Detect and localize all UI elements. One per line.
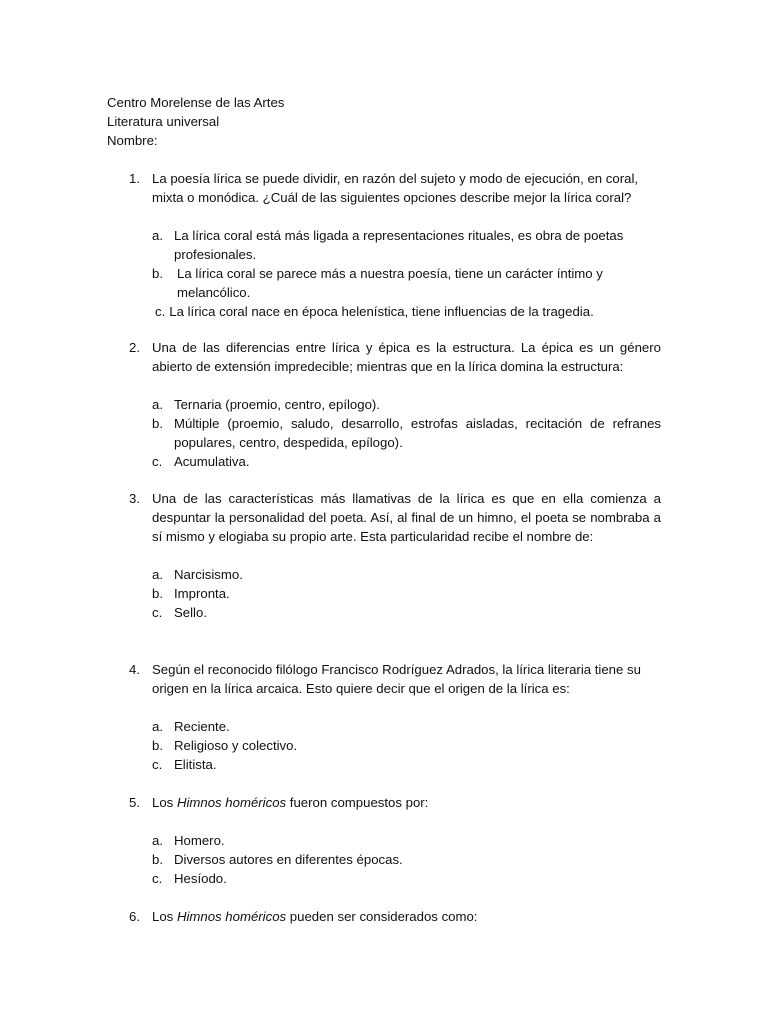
option-text: Narcisismo. — [174, 567, 243, 582]
question-number: 2. — [129, 340, 140, 355]
question-text: Una de las características más llamativas de la lírica es que en ella comienza a despuntar la personalidad del poeta. Así, al final de un himno, el poeta se nombraba a sí mismo y elogiaba su propio arte. Esta particularidad recibe el nombre de: — [152, 491, 661, 544]
option-b — [152, 584, 661, 603]
question-text-pre: Los — [152, 795, 177, 810]
option-text: Impronta. — [174, 586, 230, 601]
option-text: Acumulativa. — [174, 454, 250, 469]
option-text: Homero. — [174, 833, 225, 848]
option-list — [107, 226, 661, 321]
question-text — [152, 793, 661, 812]
option-a — [152, 395, 661, 414]
question-6 — [107, 907, 661, 926]
option-a — [152, 226, 661, 264]
option-c — [152, 452, 661, 471]
option-b — [152, 414, 661, 452]
question-number: 4. — [129, 662, 140, 677]
option-letter: c. — [152, 757, 163, 772]
option-a — [152, 831, 661, 850]
option-c — [152, 603, 661, 622]
option-letter: a. — [152, 228, 163, 243]
student-name-label: Nombre: — [107, 133, 158, 148]
option-c — [152, 869, 661, 888]
option-letter: c. — [152, 871, 163, 886]
option-list — [107, 395, 661, 471]
question-3 — [107, 489, 661, 622]
option-text: Múltiple (proemio, saludo, desarrollo, estrofas aisladas, recitación de refranes populares, centro, despedida, epílogo). — [174, 416, 661, 450]
document-header — [107, 93, 284, 150]
question-number: 3. — [129, 491, 140, 506]
question-number: 5. — [129, 795, 140, 810]
question-text: Una de las diferencias entre lírica y épica es la estructura. La épica es un género abierto de extensión impredecible; mientras que en la lírica domina la estructura: — [152, 340, 661, 374]
option-list — [107, 565, 661, 622]
question-number: 1. — [129, 171, 140, 186]
option-letter: c. — [152, 605, 163, 620]
question-text-post: pueden ser considerados como: — [286, 909, 478, 924]
question-text-post: fueron compuestos por: — [286, 795, 429, 810]
course-name: Literatura universal — [107, 114, 220, 129]
option-letter: b. — [152, 852, 163, 867]
question-1 — [107, 169, 661, 321]
option-b — [152, 736, 661, 755]
option-text: Ternaria (proemio, centro, epílogo). — [174, 397, 380, 412]
work-title: Himnos homéricos — [176, 909, 287, 924]
option-b — [152, 264, 661, 302]
option-text: Elitista. — [174, 757, 217, 772]
option-letter: c. — [155, 304, 166, 319]
option-letter: a. — [152, 719, 163, 734]
question-text-pre: Los — [152, 909, 177, 924]
option-letter: a. — [152, 833, 163, 848]
work-title: Himnos homéricos — [176, 795, 287, 810]
option-text: Religioso y colectivo. — [174, 738, 298, 753]
option-c — [152, 755, 661, 774]
option-a — [152, 717, 661, 736]
option-a — [152, 565, 661, 584]
option-text: Hesíodo. — [174, 871, 227, 886]
option-letter: b. — [152, 416, 163, 431]
question-5 — [107, 793, 661, 888]
question-number: 6. — [129, 909, 140, 924]
option-c — [152, 302, 661, 321]
option-list — [107, 831, 661, 888]
option-list — [107, 717, 661, 774]
question-2 — [107, 338, 661, 471]
option-letter: a. — [152, 567, 163, 582]
option-text: La lírica coral está más ligada a representaciones rituales, es obra de poetas profesionales. — [174, 228, 624, 262]
option-text: La lírica coral nace en época helenística, tiene influencias de la tragedia. — [169, 304, 594, 319]
institution-name: Centro Morelense de las Artes — [107, 95, 285, 110]
option-letter: a. — [152, 397, 163, 412]
question-4 — [107, 660, 661, 774]
question-text: Según el reconocido filólogo Francisco Rodríguez Adrados, la lírica literaria tiene su origen en la lírica arcaica. Esto quiere decir que el origen de la lírica es: — [152, 662, 641, 696]
option-letter: b. — [152, 266, 163, 281]
option-letter: b. — [152, 586, 163, 601]
question-text — [152, 907, 661, 926]
option-text: Reciente. — [174, 719, 230, 734]
question-text: La poesía lírica se puede dividir, en razón del sujeto y modo de ejecución, en coral, mixta o monódica. ¿Cuál de las siguientes opciones describe mejor la lírica coral? — [152, 171, 639, 205]
option-letter: c. — [152, 454, 163, 469]
option-letter: b. — [152, 738, 163, 753]
option-b — [152, 850, 661, 869]
option-text: Sello. — [174, 605, 207, 620]
option-text: Diversos autores en diferentes épocas. — [174, 852, 403, 867]
option-text: La lírica coral se parece más a nuestra poesía, tiene un carácter íntimo y melancólico. — [177, 266, 603, 300]
